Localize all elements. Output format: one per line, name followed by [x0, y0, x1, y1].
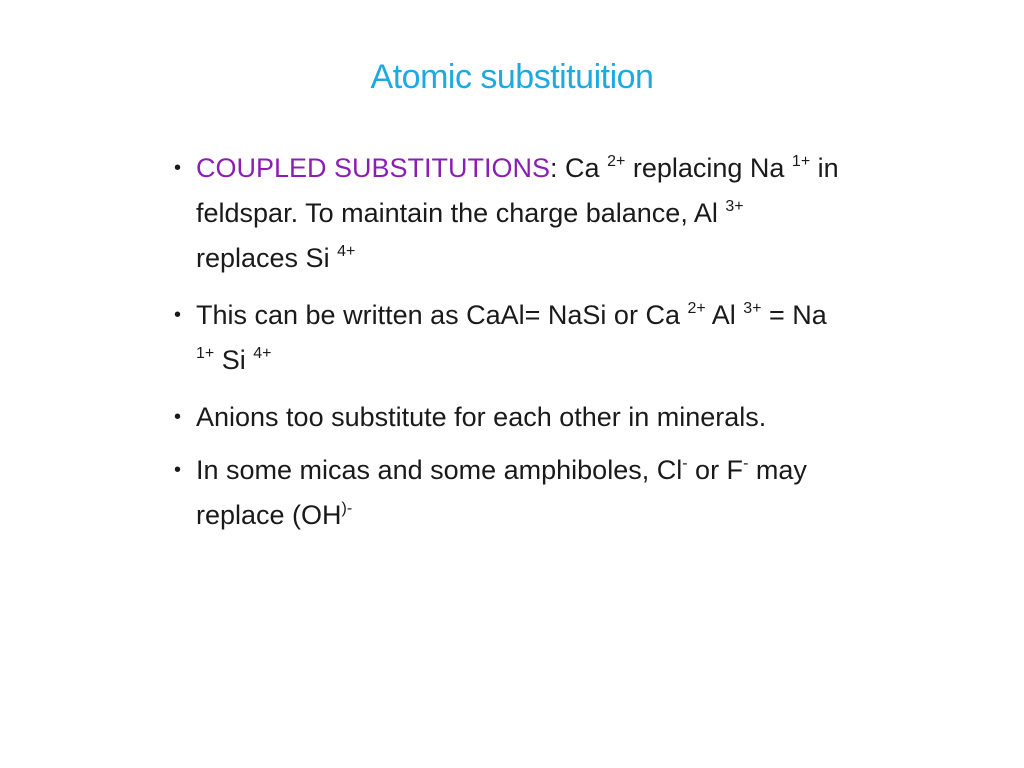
bullet-icon: • — [174, 157, 182, 179]
superscript: 1+ — [791, 153, 811, 170]
bullet-text: in feldspar. To maintain the charge balance, Al — [196, 153, 839, 228]
bullet-text: replacing Na — [625, 153, 792, 183]
bullet-text: In some micas and some amphiboles, Cl — [196, 455, 683, 485]
bullet-text: Si — [214, 345, 254, 375]
bullet-icon: • — [174, 406, 182, 428]
bullet-text: Al — [705, 300, 744, 330]
superscript: - — [682, 455, 688, 472]
bullet-text: may replace (OH — [196, 455, 807, 530]
superscript: 3+ — [743, 300, 762, 317]
superscript: - — [743, 455, 749, 472]
bullet-item-micas-amphiboles — [172, 450, 852, 540]
highlight-term: COUPLED SUBSTITUTIONS — [196, 153, 551, 183]
superscript: 4+ — [253, 345, 272, 362]
superscript: 2+ — [687, 300, 706, 317]
bullet-text: This can be written as CaAl= NaSi or Ca — [196, 300, 688, 330]
bullet-text: = Na — [761, 300, 827, 330]
bullet-text: replaces Si — [196, 243, 338, 273]
superscript: 2+ — [607, 153, 626, 170]
superscript: 3+ — [725, 198, 744, 215]
bullet-list — [172, 148, 852, 552]
bullet-text: or F — [687, 455, 744, 485]
bullet-item-written-form — [172, 295, 852, 385]
slide-title: Atomic substituition — [370, 58, 654, 96]
bullet-icon: • — [174, 459, 182, 481]
bullet-item-anions — [172, 397, 852, 438]
bullet-text: : Ca — [550, 153, 608, 183]
bullet-item-coupled-substitutions — [172, 148, 852, 283]
bullet-text: Anions too substitute for each other in minerals. — [196, 402, 767, 432]
superscript: )- — [341, 500, 353, 517]
superscript: 4+ — [337, 243, 356, 260]
bullet-icon: • — [174, 304, 182, 326]
superscript: 1+ — [196, 345, 215, 362]
